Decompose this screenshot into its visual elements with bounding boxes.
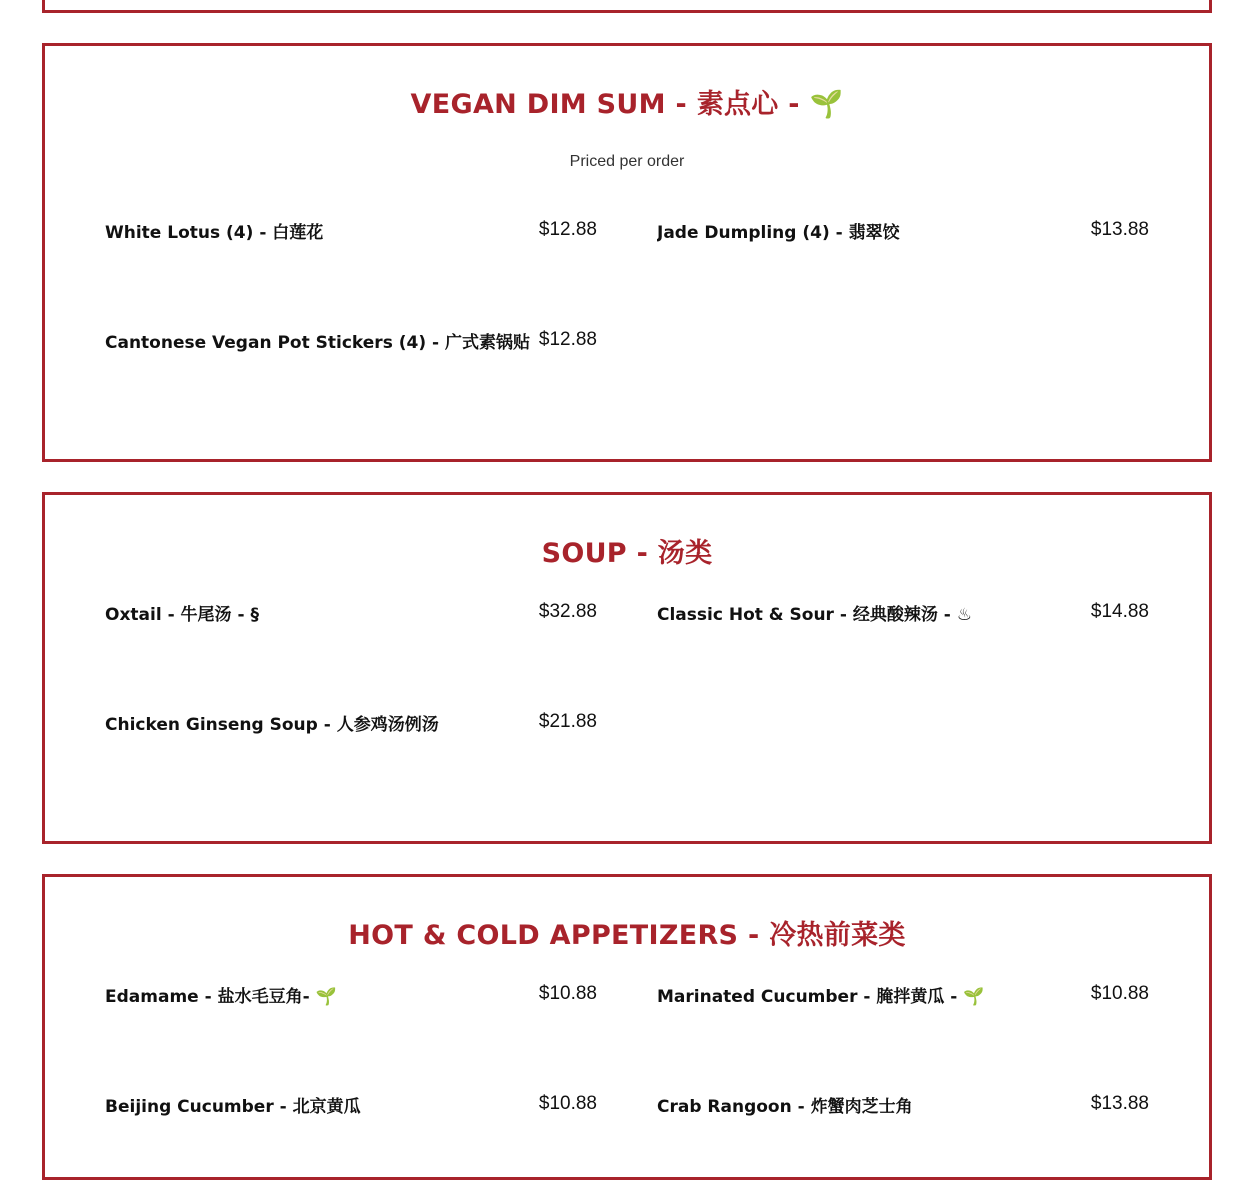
menu-item-name: Beijing Cucumber - 北京黄瓜: [105, 1097, 361, 1117]
menu-item-list: [105, 600, 1149, 820]
menu-section-soup: [42, 492, 1212, 844]
menu-item: [657, 1092, 1149, 1202]
section-subtitle: Priced per order: [569, 153, 685, 170]
menu-item-name: Chicken Ginseng Soup - 人参鸡汤例汤: [105, 715, 439, 735]
section-title: VEGAN DIM SUM - 素点心 - 🌱: [410, 89, 844, 120]
menu-item-name: Oxtail - 牛尾汤 - §: [105, 605, 259, 625]
menu-item-name: Classic Hot & Sour - 经典酸辣汤 - ♨: [657, 605, 972, 625]
menu-item-price: $13.88: [1090, 219, 1149, 240]
menu-item: [105, 1092, 597, 1202]
section-title: HOT & COLD APPETIZERS - 冷热前菜类: [348, 920, 906, 951]
menu-item-list: [105, 982, 1149, 1202]
menu-item: [657, 218, 1149, 328]
menu-item-price: $13.88: [1090, 1093, 1149, 1114]
menu-item: [657, 600, 1149, 710]
menu-section-vegan-dim-sum: [42, 43, 1212, 462]
menu-item-price: $14.88: [1090, 601, 1149, 622]
menu-item: [105, 218, 597, 328]
menu-item-name: Edamame - 盐水毛豆角- 🌱: [105, 987, 337, 1007]
menu-item-price: $10.88: [538, 983, 597, 1004]
menu-item: [105, 710, 597, 820]
menu-item-price: $10.88: [1090, 983, 1149, 1004]
menu-item-price: $12.88: [538, 219, 597, 240]
menu-item-list: [105, 218, 1149, 438]
menu-item-price: $10.88: [538, 1093, 597, 1114]
menu-item-price: $21.88: [538, 711, 597, 732]
menu-item: [105, 982, 597, 1092]
section-title: SOUP - 汤类: [541, 538, 713, 569]
menu-item-name: Crab Rangoon - 炸蟹肉芝士角: [657, 1097, 913, 1117]
menu-item-name: Marinated Cucumber - 腌拌黄瓜 - 🌱: [657, 987, 985, 1007]
menu-item: [657, 982, 1149, 1092]
menu-item: [105, 600, 597, 710]
menu-item-name: Jade Dumpling (4) - 翡翠饺: [657, 223, 900, 243]
menu-item-price: $12.88: [538, 329, 597, 350]
menu-item-price: $32.88: [538, 601, 597, 622]
menu-section-previous: [42, 0, 1212, 13]
menu-item: [105, 328, 597, 438]
menu-item-name: Cantonese Vegan Pot Stickers (4) - 广式素锅贴: [105, 333, 530, 353]
menu-section-appetizers: [42, 874, 1212, 1180]
menu-item-name: White Lotus (4) - 白莲花: [105, 223, 324, 243]
